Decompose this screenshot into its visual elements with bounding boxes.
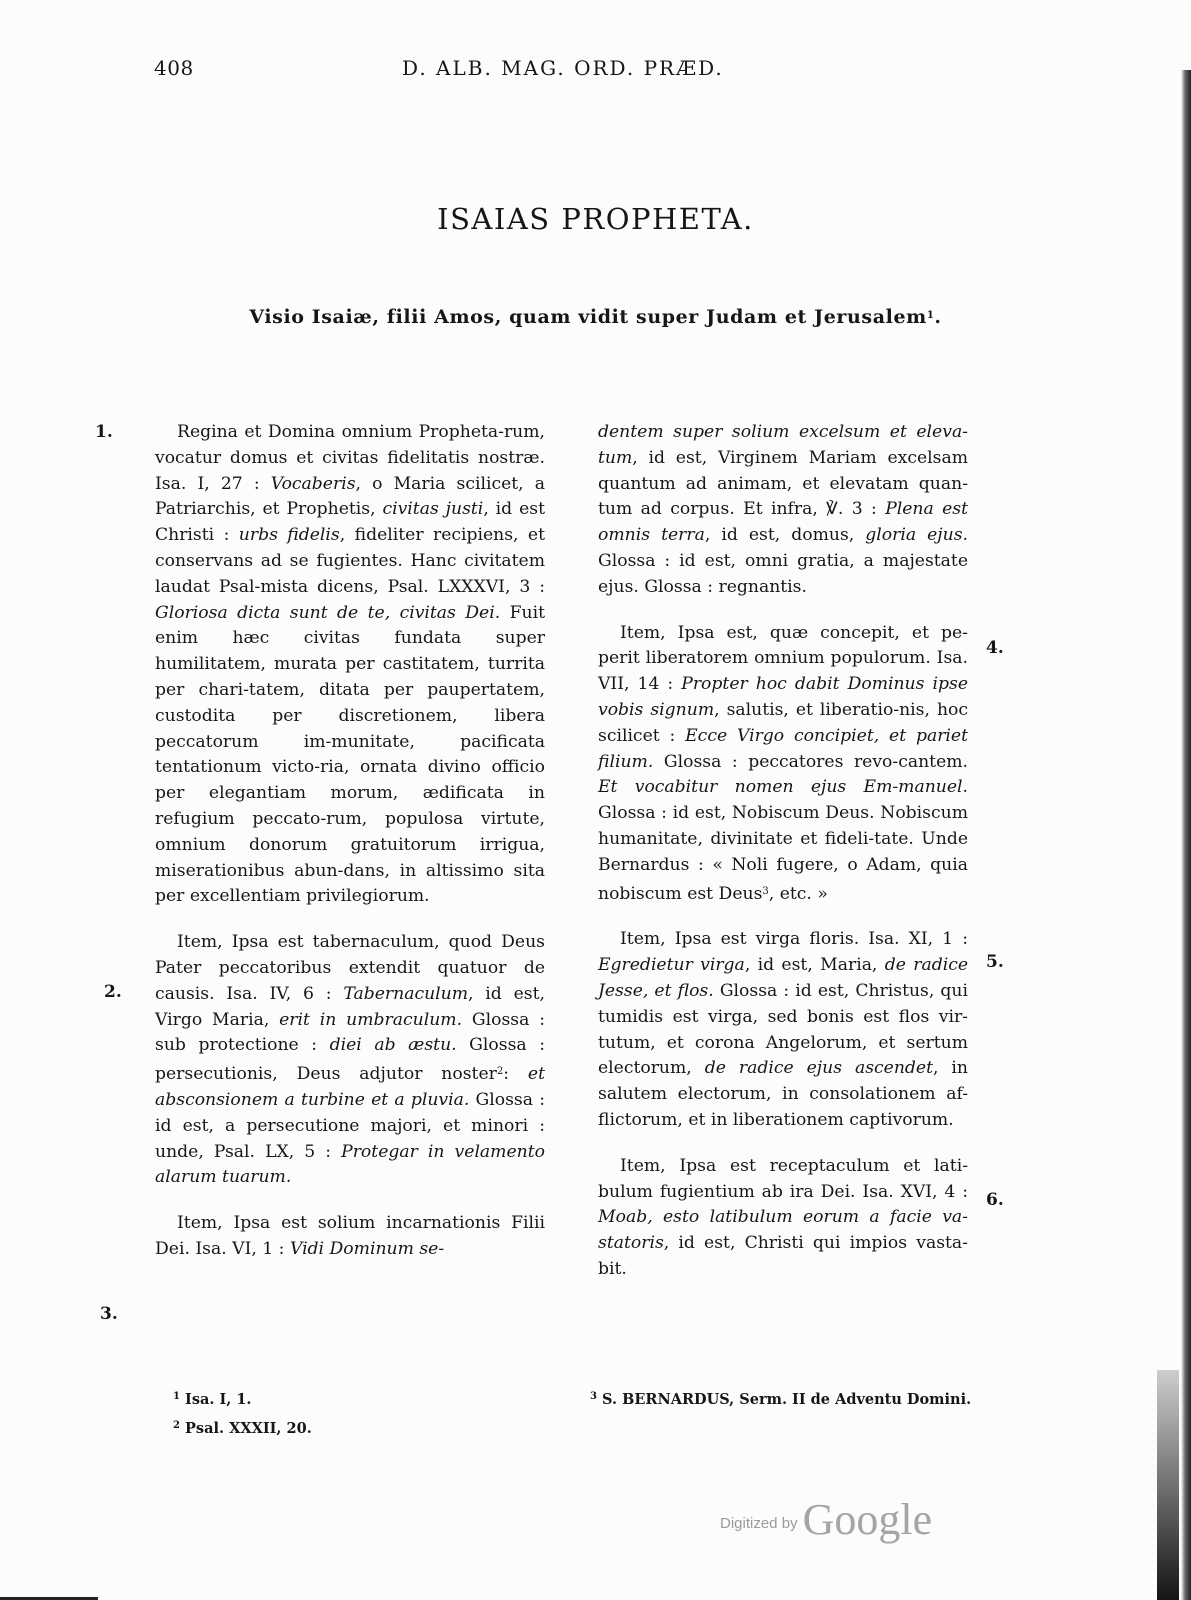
section-number-5: 5. [986,952,1004,972]
paragraph-2: Item, Ipsa est tabernaculum, quod Deus Pater peccatoribus extendit quatuor de causis. Isa. IV, 6 : Tabernaculum, id est, Virgo Maria, erit in umbraculum. Glossa : sub protectione : diei ab æstu. Glossa : persecutionis, Deus adjutor noster$^2$: et absconsionem a turbine et a pluvia. Glossa : id est, a persecutione majori, et minori : unde, Psal. LX, 5 : Protegar in velamento alarum tuarum. [155,932,545,1188]
subtitle-note-ref: 1 [926,310,935,321]
footnote-3: $^3$ S. BERNARDUS, Serm. II de Adventu Domini. [590,1391,972,1408]
footnote-2: $^2$ Psal. XXXII, 20. [173,1420,312,1437]
watermark-prefix: Digitized by [720,1515,798,1532]
paragraph-3: Item, Ipsa est solium incarnationis Filii Dei. Isa. VI, 1 : Vidi Dominum se- [155,1213,545,1259]
paragraph-6: Item, Ipsa est receptaculum et lati-bulum fugientium ab ira Dei. Isa. XVI, 4 : Moab, esto latibulum eorum a facie va-statoris, id est, Christi qui impios vasta-bit. [598,1155,968,1279]
section-number-2: 2. [104,982,122,1002]
digitized-watermark [720,1494,932,1545]
footnote-1: $^1$ Isa. I, 1. [173,1391,252,1408]
paragraph-3-continued: dentem super solium excelsum et eleva-tum, id est, Virginem Mariam excelsam quantum ad animam, et elevatam quan-tum ad corpus. Et infra, ℣. 3 : Plena est omnis terra, id est, domus, gloria ejus. Glossa : id est, omni gratia, a majestate ejus. Glossa : regnantis. [598,422,968,597]
running-header: D. ALB. MAG. ORD. PRÆD. [402,56,724,80]
right-column [598,420,968,1283]
left-column [155,420,545,1263]
footnotes-left [173,1384,312,1442]
paragraph-4: Item, Ipsa est, quæ concepit, et pe-perit liberatorem omnium populorum. Isa. VII, 14 : Propter hoc dabit Dominus ipse vobis signum, salutis, et liberatio-nis, hoc scilicet : Ecce Virgo concipiet, et pariet filium. Glossa : peccatores revo-cantem. Et vocabitur nomen ejus Em-manuel. Glossa : id est, Nobiscum Deus. Nobiscum humanitate, divinitate et fideli-tate. Unde Bernardus : « Noli fugere, o Adam, quia nobiscum est Deus$^3$, etc. » [598,622,969,904]
footnotes-right [590,1384,971,1413]
watermark-brand: Google [802,1495,933,1544]
section-number-6: 6. [986,1190,1004,1210]
scan-edge-dark-patch [1157,1370,1179,1600]
subtitle: Visio Isaiæ, filii Amos, quam vidit super Judam et Jerusalem$^1$. [249,306,942,328]
section-number-1: 1. [95,422,113,442]
paragraph-1: Regina et Domina omnium Propheta-rum, vocatur domus et civitas fidelitatis nostræ. Isa. I, 27 : Vocaberis, o Maria scilicet, a Patriarchis, et Prophetis, civitas justi, id est Christi : urbs fidelis, fideliter recipiens, et conservans ad se fugientes. Hanc civitatem laudat Psal-mista dicens, Psal. LXXXVI, 3 : Gloriosa dicta sunt de te, civitas Dei. Fuit enim hæc civitas fundata super humilitatem, murata per castitatem, turrita per chari-tatem, ditata per paupertatem, custodita per discretionem, libera peccatorum im-munitate, pacificata tentationum victo-ria, ornata divino officio per elegantiam morum, ædificata in refugium peccato-rum, populosa virtute, omnium donorum gratuitorum irrigua, miserationibus abun-dans, in altissimo sita per excellentiam privilegiorum. [155,422,545,907]
section-number-3: 3. [100,1304,118,1324]
page-number: 408 [154,56,194,80]
footnote-ref-3: 3 [762,885,769,897]
footnote-ref-2: 2 [496,1066,504,1078]
subtitle-text: Visio Isaiæ, filii Amos, quam vidit super Judam et Jerusalem [249,306,927,328]
paragraph-5: Item, Ipsa est virga floris. Isa. XI, 1 : Egredietur virga, id est, Maria, de radice Jesse, et flos. Glossa : id est, Christus, qui tumidis est virga, sed bonis est flos vir-tutum, et corona Angelorum, et sertum electorum, de radice ejus ascendet, in salutem electorum, in consolationem af-flictorum, et in liberationem captivorum. [598,929,968,1130]
scan-edge-shadow [1181,70,1191,1600]
page-title: ISAIAS PROPHETA. [437,202,754,236]
section-number-4: 4. [986,638,1004,658]
